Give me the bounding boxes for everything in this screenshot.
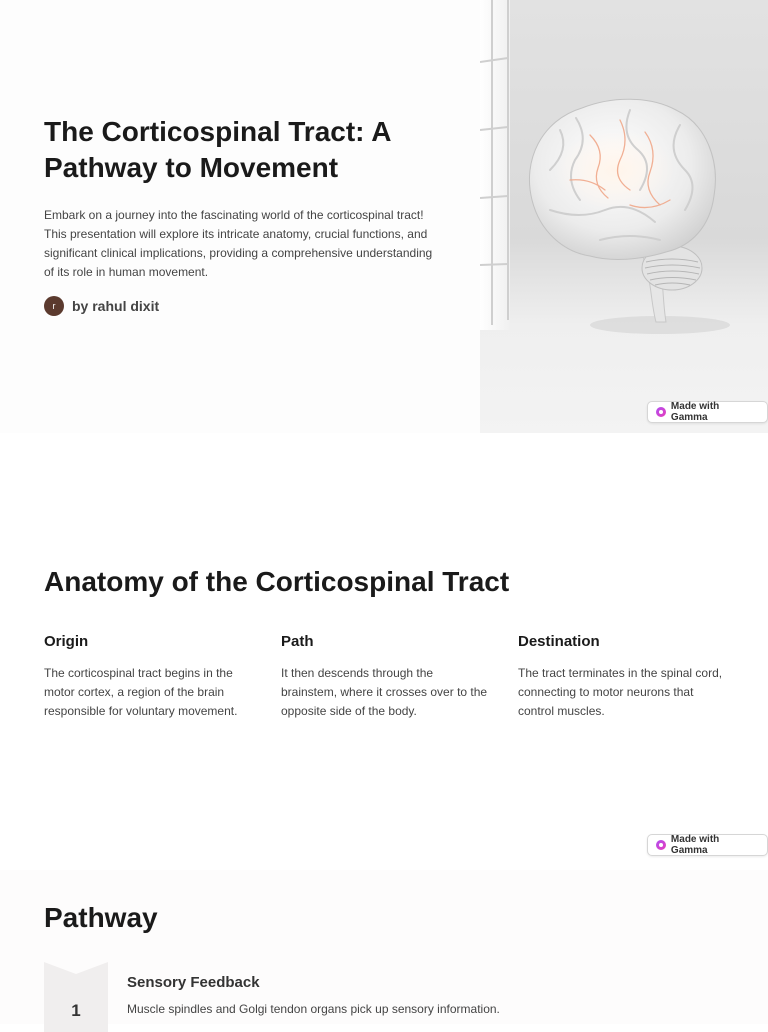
badge-label: Made with Gamma <box>670 401 720 423</box>
made-with-gamma-badge[interactable] <box>647 401 768 423</box>
column-path <box>281 633 491 721</box>
title-slide <box>0 0 768 433</box>
column-destination <box>518 633 728 721</box>
column-text: The tract terminates in the spinal cord, connecting to motor neurons that control muscles. <box>518 666 723 718</box>
gamma-logo-icon <box>656 407 666 417</box>
title-slide-description: Embark on a journey into the fascinating world of the corticospinal tract! This presentation will explore its intricate anatomy, crucial functions, and significant clinical implications, providing a comprehensive understanding of its role in human movement. <box>44 208 433 279</box>
step-chevron-marker <box>44 962 108 1032</box>
column-heading: Path <box>281 633 314 650</box>
pathway-slide-heading: Pathway <box>44 902 158 933</box>
column-heading: Destination <box>518 633 600 650</box>
badge-label: Made with Gamma <box>670 834 720 856</box>
column-text: The corticospinal tract begins in the motor cortex, a region of the brain responsible for voluntary movement. <box>44 666 238 718</box>
column-text: It then descends through the brainstem, where it crosses over to the opposite side of the body. <box>281 666 488 718</box>
anatomy-slide-heading: Anatomy of the Corticospinal Tract <box>44 566 510 597</box>
author-byline <box>44 296 159 316</box>
made-with-gamma-badge[interactable] <box>647 834 768 856</box>
anatomy-slide <box>0 433 768 870</box>
gamma-logo-icon <box>656 840 666 850</box>
title-slide-heading: The Corticospinal Tract: A Pathway to Movement <box>44 116 391 183</box>
step-title: Sensory Feedback <box>127 974 260 991</box>
author-name: by rahul dixit <box>72 298 160 314</box>
column-heading: Origin <box>44 633 89 650</box>
step-number: 1 <box>71 1001 81 1020</box>
avatar: r <box>44 296 64 316</box>
brain-image <box>480 0 768 433</box>
column-origin <box>44 633 254 721</box>
step-description: Muscle spindles and Golgi tendon organs pick up sensory information. <box>127 1002 500 1016</box>
pathway-slide <box>0 870 768 1024</box>
